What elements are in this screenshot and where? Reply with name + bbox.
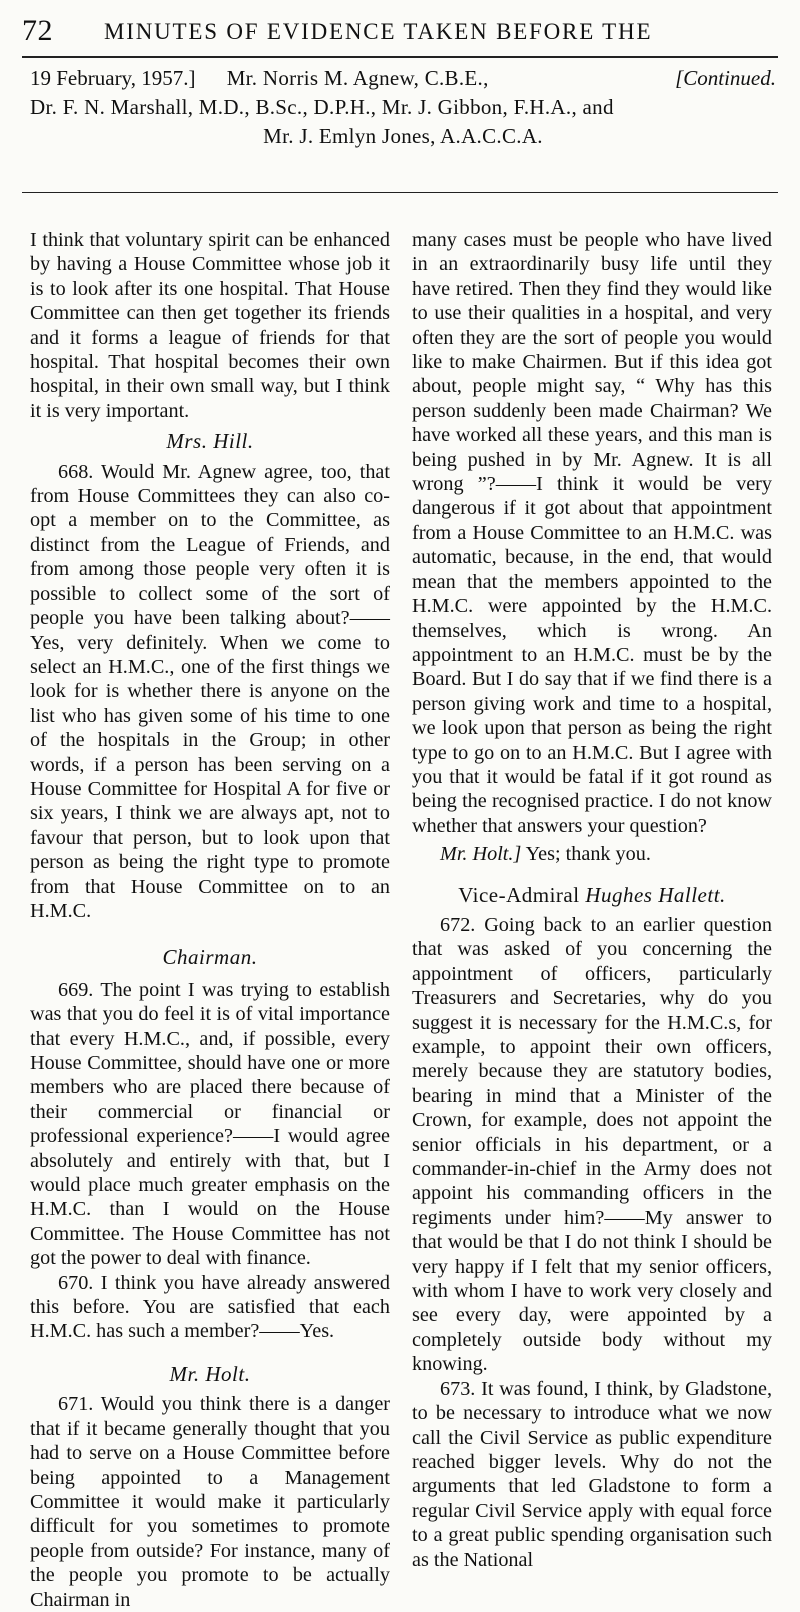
- speaker-heading: Mr. Holt.: [169, 1361, 251, 1386]
- left-column: [30, 228, 390, 1611]
- witnesses-line-2: Dr. F. N. Marshall, M.D., B.Sc., D.P.H., Mr. J. Gibbon, F.H.A., and: [30, 95, 614, 119]
- question-669: 669. The point I was trying to establish was that you do feel it is of vital importance that every H.M.C., and, if possible, every House Committee, should have one or more members who are placed there because of their commercial or financial or professional experience?——I would agree absolutely and entirely with that, but I would place much greater emphasis on the H.M.C. than I would on the House Committee. The House Committee has not got the power to deal with finance.: [30, 978, 390, 1270]
- paragraph-intro: I think that voluntary spirit can be enhanced by having a House Committee whose job it is to look after its one hospital. That House Committee can then get together its friends and it forms a league of friends for that hospital. That hospital becomes their own hospital, in their own small way, but I think it is very important.: [30, 229, 390, 422]
- question-672: 672. Going back to an earlier question that was asked of you concerning the appointment of officers, particularly Treasurers and Secretaries, why do you suggest it is necessary for the H.M.C.s, for example, to appoint their own officers, merely because they are statutory bodies, bearing in mind that a Minister of the Crown, for example, does not appoint the senior officials in his department, or a commander-in-chief in the Army does not appoint his commanding officers in the regiments under him?——My answer to that would be that I do not think I should be very happy if I felt that my senior officers, with whom I have to work very closely and see every day, were appointed by a completely outside body without my knowing.: [412, 913, 772, 1376]
- session-line-1: [30, 64, 776, 93]
- speaker-heading: Mrs. Hill.: [166, 429, 254, 454]
- section-rule: [22, 192, 778, 193]
- speaker-heading: [412, 883, 772, 907]
- witnesses-line-3: Mr. J. Emlyn Jones, A.A.C.C.A.: [263, 124, 543, 148]
- question-673: 673. It was found, I think, by Gladstone, to be necessary to introduce what we now call the Civil Service as public expenditure reached bigger levels. Why do not the arguments that led Gladstone to form a regular Civil Service apply with equal force to a great public spending organisation such as the National: [412, 1377, 772, 1571]
- speaker-name: Hughes Hallett.: [585, 882, 726, 907]
- session-date: 19 February, 1957.]: [30, 66, 196, 90]
- session-heading: [30, 64, 776, 151]
- question-668: 668. Would Mr. Agnew agree, too, that from House Committees they can also co-opt a member on to the Committee, as distinct from the League of Friends, and from among those people very often it is possible to collect some of the sort of people you have been talking about?——Yes, very definitely. When we come to select an H.M.C., one of the first things we look for is whether there is anyone on the list who has given some of his time to one of the hospitals in the Group; in other words, if a person has been serving on a House Committee for Hospital A for five or six years, I think we are always apt, not to favour that person, but to look upon that person as being the right type to promote from that House Committee on to an H.M.C.: [30, 460, 390, 922]
- paragraph-continued: many cases must be people who have lived in an extraordinarily busy life until they have retired. Then they find they would like to use their qualities in a hospital, and very often they are the sort of people you would like to make Chairmen. But if this idea got about, people might say, “ Why has this person suddenly been made Chairman? We have worked all these years, and this man is being pushed in by Mr. Agnew. It is all wrong ”?——I think it would be very dangerous if it got about that appointment from a House Committee to an H.M.C. was automatic, because, in the end, that would mean that the members appointed to the H.M.C. were appointed by the H.M.C. themselves, which is wrong. An appointment to an H.M.C. must be by the Board. But I do say that if we find there is a person giving work and time to a hospital, we look upon that person as being the right type to go on to an H.M.C. But I agree with you that it would be fatal if it got round as being the recognised practice. I do not know whether that answers your question?: [412, 229, 772, 837]
- page-title: MINUTES OF EVIDENCE TAKEN BEFORE THE: [104, 19, 653, 44]
- speaker-heading: Chairman.: [162, 945, 258, 970]
- holt-reply: [412, 842, 772, 866]
- question-671: 671. Would you think there is a danger that if it became generally thought that you had to serve on a House Committee before being appointed to a Management Committee it would make it particularly difficult for you sometimes to promote people from outside? For instance, many of the people you promote to be actually Chairman in: [30, 1393, 390, 1611]
- speaker-rank: Vice-Admiral: [458, 882, 580, 907]
- header-rule: [22, 56, 778, 58]
- right-column: [412, 228, 772, 1571]
- session-line-2: [30, 93, 776, 122]
- holt-reply-speaker: Mr. Holt.]: [440, 843, 522, 866]
- running-head: [22, 14, 778, 54]
- text-columns: [30, 228, 772, 1611]
- holt-reply-text: Yes; thank you.: [521, 843, 651, 866]
- page-number: 72: [22, 14, 53, 47]
- witnesses-line-1: Mr. Norris M. Agnew, C.B.E.,: [226, 66, 489, 90]
- continued-label: [Continued.: [675, 66, 776, 90]
- question-670: 670. I think you have already answered this before. You are satisfied that each H.M.C. has such a member?——Yes.: [30, 1271, 390, 1343]
- session-line-3: [30, 122, 776, 151]
